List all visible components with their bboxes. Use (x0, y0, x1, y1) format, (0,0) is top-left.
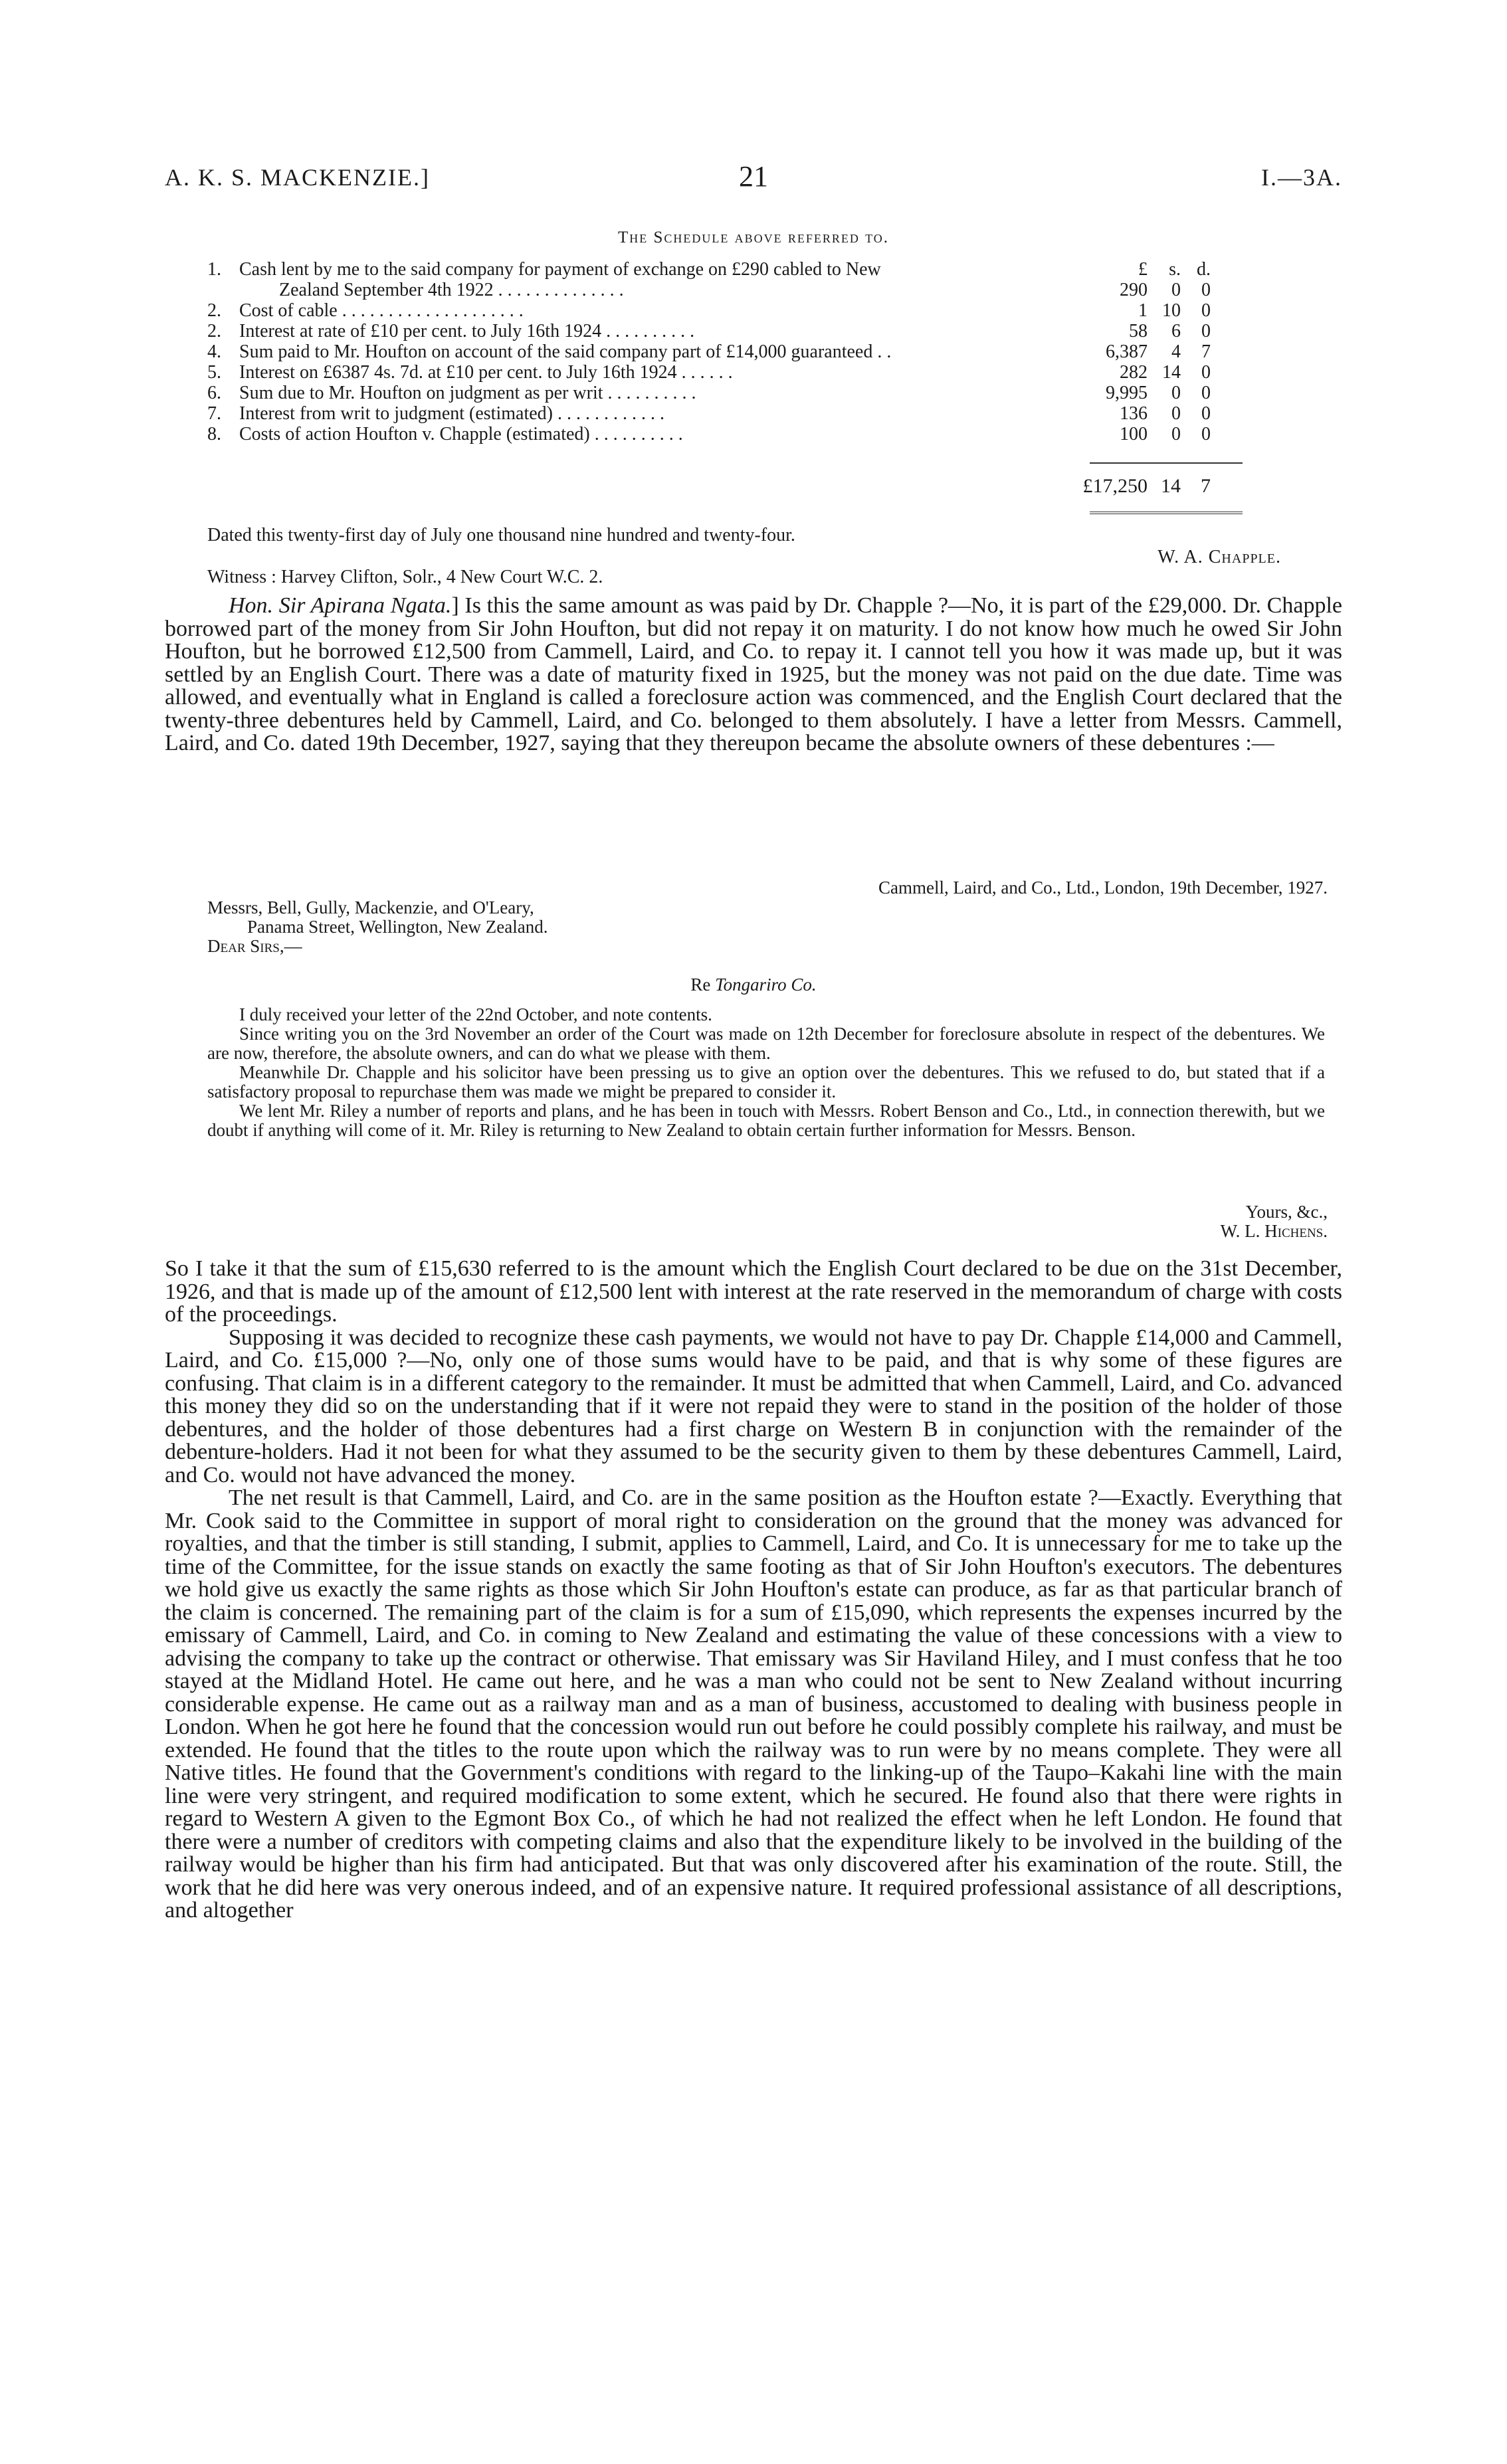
letter-paragraph: Meanwhile Dr. Chapple and his solicitor have been pressing us to give an option over the debentures. This we refused to do, but stated that if a satisfactory proposal to repurchase them was made we might be prepared to consider it. (207, 1062, 1325, 1101)
schedule-signature: W. A. Chapple. (1157, 547, 1281, 567)
body-paragraph: So I take it that the sum of £15,630 referred to is the amount which the English Court declared to be due on the 31st December, 1926, and that is made up of the amount of £12,500 lent with interest at the rate reserved in the memorandum of charge with costs of the proceedings. (165, 1256, 1342, 1327)
page-number: 21 (739, 160, 768, 193)
pounds-heading: £ (1138, 259, 1148, 280)
total-double-rule (1090, 512, 1243, 514)
schedule-witness: Witness : Harvey Clifton, Solr., 4 New Court W.C. 2. (207, 567, 603, 587)
speaker-name: Hon. Sir Apirana Ngata. (229, 593, 452, 618)
shillings-heading: s. (1169, 259, 1181, 280)
letter-address (207, 898, 1325, 956)
letter-signature: W. L. Hichens. (1220, 1221, 1328, 1241)
address-line: Panama Street, Wellington, New Zealand. (247, 917, 548, 937)
letter-paragraph: We lent Mr. Riley a number of reports and plans, and he has been in touch with Messrs. Robert Benson and Co., Ltd., in connection therewith, but we doubt if anything will come of it. Mr. Riley is returning to New Zealand to obtain certain further information for Messrs. Benson. (207, 1101, 1325, 1140)
schedule-row: 4. Sum paid to Mr. Houfton on account of the said company part of £14,000 guaranteed . . 6,387 4 7 (207, 341, 1211, 362)
evidence-body (165, 1258, 1342, 1923)
evidence-paragraph-1 (165, 595, 1342, 755)
schedule-rows (207, 259, 1244, 444)
letter-salutation: Dear Sirs,— (207, 936, 302, 956)
schedule-title: The Schedule above referred to. (617, 229, 890, 246)
total-rule (1090, 462, 1243, 464)
schedule-row: 5. Interest on £6387 4s. 7d. at £10 per cent. to July 16th 1924 . . . . . . 282 14 0 (207, 362, 1211, 383)
page-header (165, 160, 1342, 203)
document-reference: I.—3A. (1261, 164, 1342, 191)
schedule-row: 7. Interest from writ to judgment (estimated) . . . . . . . . . . . . 136 0 0 (207, 403, 1211, 424)
address-line: Messrs, Bell, Gully, Mackenzie, and O'Leary, (207, 898, 534, 917)
header-author: A. K. S. MACKENZIE.] (165, 164, 430, 191)
schedule-row: 2. Cost of cable . . . . . . . . . . . . . . . . . . . . 1 10 0 (207, 300, 1211, 321)
schedule-date-line: Dated this twenty-first day of July one thousand nine hundred and twenty-four. (207, 525, 795, 545)
letter-closing (1221, 1202, 1328, 1241)
schedule-row: 1. Cash lent by me to the said company for payment of exchange on £290 cabled to New (207, 259, 881, 280)
schedule-row: Zealand September 4th 1922 . . . . . . . . . . . . . . 290 0 0 (279, 280, 1211, 300)
letter-valediction: Yours, &c., (1245, 1202, 1328, 1222)
schedule-row: 2. Interest at rate of £10 per cent. to July 16th 1924 . . . . . . . . . . 58 6 0 (207, 321, 1211, 341)
body-paragraph: The net result is that Cammell, Laird, and Co. are in the same position as the Houfton estate ?—Exactly. Everything that Mr. Cook said to the Committee in support of moral right to consideration on the ground that the money was advanced for royalties, and that the timber is still standing, I submit, applies to Cammell, Laird, and Co. It is unnecessary for me to take up the time of the Committee, for the issue stands on exactly the same footing as that of Sir John Houfton's executors. The debentures we hold give us exactly the same rights as those which Sir John Houfton's estate can produce, as far as that particular branch of the claim is concerned. The remaining part of the claim is for a sum of £15,090, which represents the expenses incurred by the emissary of Cammell, Laird, and Co. in coming to New Zealand and estimating the value of these concessions with a view to advising the company to take up the contract or otherwise. That emissary was Sir Haviland Hiley, and I must confess that he too stayed at the Midland Hotel. He came out here, and he was a man who could not be sent to New Zealand without incurring considerable expense. He came out as a railway man and as a man of business, accustomed to dealing with business people in London. When he got here he found that the concession would run out before he could possibly complete his railway, and must be extended. He found that the titles to the route upon which the railway was to run were by no means complete. They were all Native titles. He found that the Government's conditions with regard to the linking-up of the Taupo–Kakahi line with the main line were very stringent, and required modification to some extent, which he secured. He found also that there were rights in regard to Western A given to the Egmont Box Co., of which he had not realized the effect when he left London. He found that there were a number of creditors with competing claims and also that the expenditure likely to be involved in the building of the railway would be higher than his firm had anticipated. But that was only discovered after his examination of the route. Still, the work that he did here was very onerous indeed, and of an expensive nature. It required professional assistance of all descriptions, and altogether (165, 1485, 1342, 1923)
paragraph-text: ] Is this the same amount as was paid by Dr. Chapple ?—No, it is part of the £29,000. Dr. Chapple borrowed part of the money from Sir John Houfton, but did not repay it on maturity. I do not know how much he owed Sir John Houfton, but he borrowed £12,500 from Cammell, Laird, and Co. to repay it. I cannot tell you how it was made up, but it was settled by an English Court. There was a date of maturity fixed in 1925, but the money was not paid on the due date. Time was allowed, and eventually what in England is called a foreclosure action was commenced, and the English Court declared that the twenty-three debentures held by Cammell, Laird, and Co. belonged to them absolutely. I have a letter from Messrs. Cammell, Laird, and Co. dated 19th December, 1927, saying that they thereupon became the absolute owners of these debentures :— (165, 593, 1342, 755)
letter-paragraph: I duly received your letter of the 22nd October, and note contents. (239, 1004, 712, 1024)
schedule-total: £17,250 14 7 (1082, 475, 1211, 497)
schedule-row: 8. Costs of action Houfton v. Chapple (estimated) . . . . . . . . . . 100 0 0 (207, 424, 1211, 444)
body-paragraph: Supposing it was decided to recognize these cash payments, we would not have to pay Dr. Chapple £14,000 and Cammell, Laird, and Co. £15,000 ?—No, only one of those sums would have to be paid, and that is why some of these figures are confusing. That claim is in a different category to the remainder. It must be admitted that when Cammell, Laird, and Co. advanced this money they did so on the understanding that if it were not repaid they were to stand in the position of the holder of those debentures, and the holder of those debentures had a first charge on Western B in conjunction with the remainder of the debenture-holders. Had it not been for what they assumed to be the security given to them by these debentures Cammell, Laird, and Co. would not have advanced the money. (165, 1325, 1342, 1487)
pence-heading: d. (1197, 259, 1211, 280)
schedule-row: 6. Sum due to Mr. Houfton on judgment as per writ . . . . . . . . . . 9,995 0 0 (207, 383, 1211, 403)
letter-heading: Cammell, Laird, and Co., Ltd., London, 19th December, 1927. (878, 878, 1328, 898)
letter-body (207, 1005, 1325, 1140)
letter-paragraph: Since writing you on the 3rd November an order of the Court was made on 12th December for foreclosure absolute in respect of the debentures. We are now, therefore, the absolute owners, and can do what we please with them. (207, 1024, 1325, 1063)
letter-subject: Re Tongariro Co. (690, 975, 817, 995)
